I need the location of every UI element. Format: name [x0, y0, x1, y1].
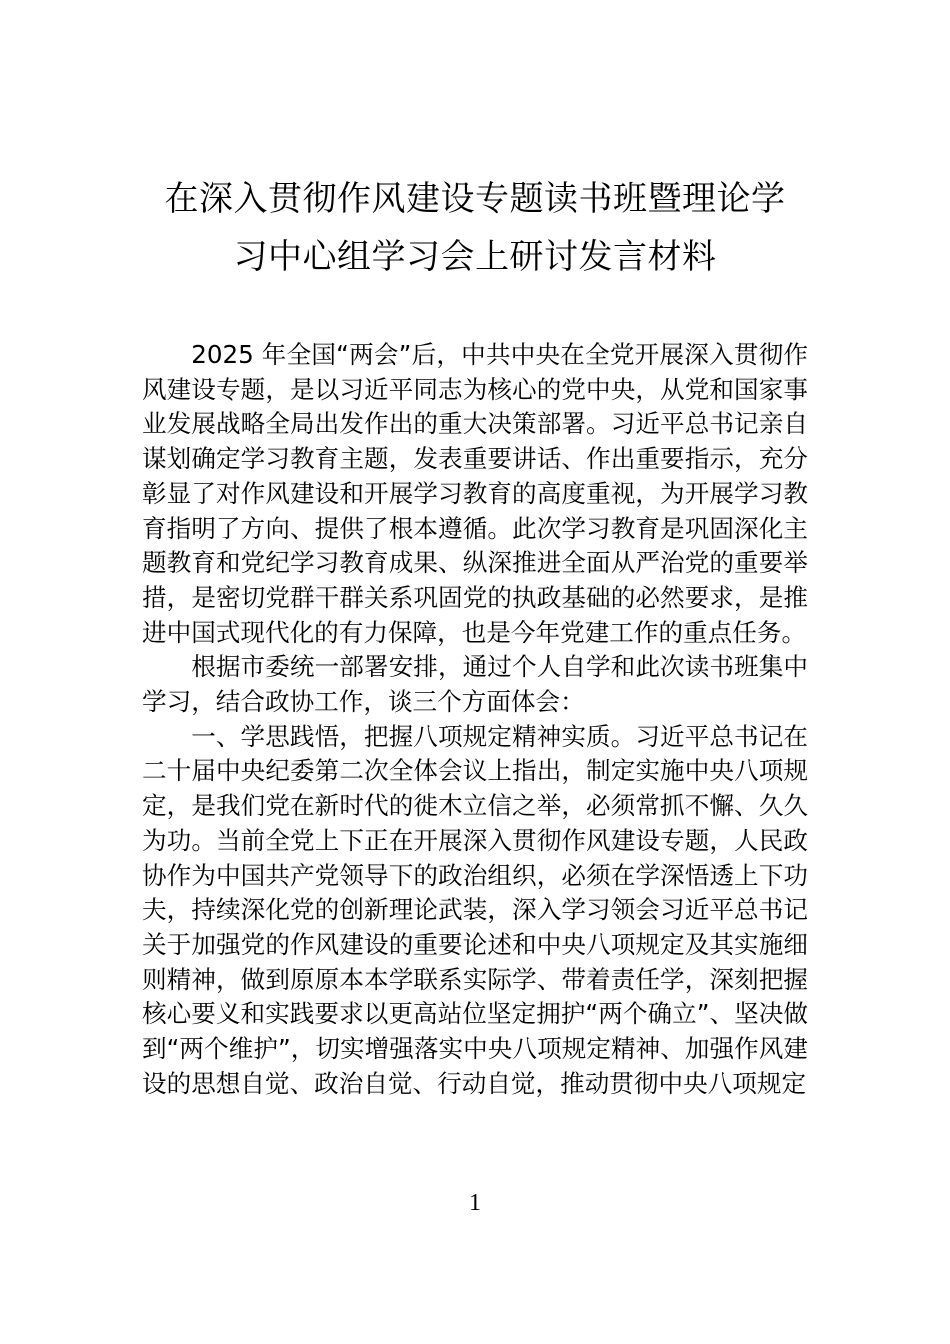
title-line-1: 在深入贯彻作风建设专题读书班暨理论学	[164, 179, 786, 219]
paragraph-section-one: 一、学思践悟，把握八项规定精神实质。习近平总书记在二十届中央纪委第二次全体会议上指出，制定实施中央八项规定，是我们党在新时代的徙木立信之举，必须常抓不懈、久久为功。当前全党上下正在开展深入贯彻作风建设专题，人民政协作为中国共产党领导下的政治组织，必须在学深悟透上下功夫，持续深化党的创新理论武装，深入学习领会习近平总书记关于加强党的作风建设的重要论述和中央八项规定及其实施细则精神，做到原原本本学联系实际学、带着责任学，深刻把握核心要义和实践要求以更高站位坚定拥护“两个确立”、坚决做到“两个维护”，切实增强落实中央八项规定精神、加强作风建设的思想自觉、政治自觉、行动自觉，推动贯彻中央八项规定	[142, 721, 808, 1098]
page-number: 1	[469, 1190, 481, 1216]
paragraph-intro: 2025 年全国“两会”后，中共中央在全党开展深入贯彻作风建设专题，是以习近平同志为核心的党中央，从党和国家事业发展战略全局出发作出的重大决策部署。习近平总书记亲自谋划确定学习教育主题，发表重要讲话、作出重要指示，充分彰显了对作风建设和开展学习教育的高度重视，为开展学习教育指明了方向、提供了根本遵循。此次学习教育是巩固深化主题教育和党纪学习教育成果、纵深推进全面从严治党的重要举措，是密切党群干群关系巩固党的执政基础的必然要求，是推进中国式现代化的有力保障，也是今年党建工作的重点任务。	[142, 340, 808, 647]
document-title	[120, 170, 830, 286]
paragraph-overview: 根据市委统一部署安排，通过个人自学和此次读书班集中学习，结合政协工作，谈三个方面体会：	[142, 652, 808, 717]
title-line-2: 习中心组学习会上研讨发言材料	[233, 237, 717, 277]
document-body	[142, 338, 808, 1101]
